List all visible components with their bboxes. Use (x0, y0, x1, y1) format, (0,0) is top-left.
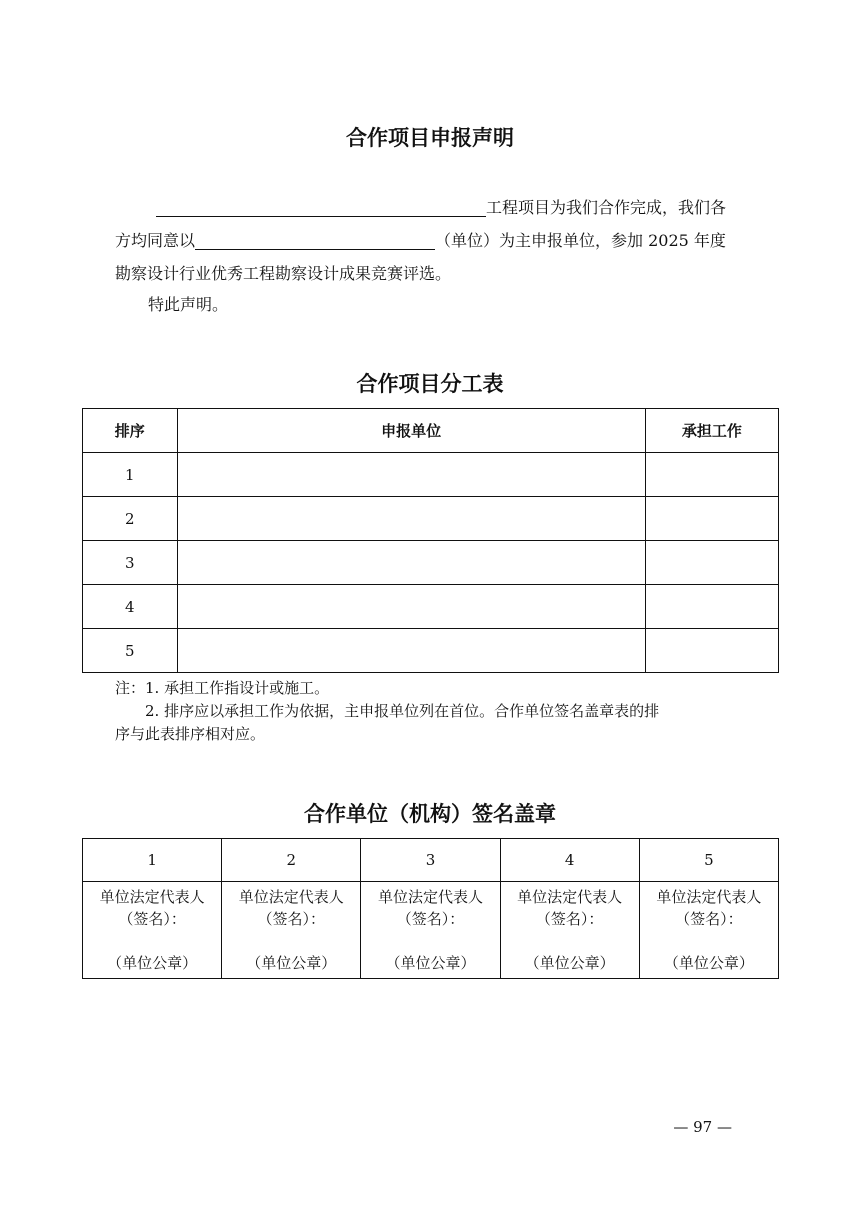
seal-label: （单位公章） (524, 954, 615, 972)
header-order: 排序 (83, 409, 178, 453)
page-number: — 97 — (673, 1118, 732, 1136)
seal-label: （单位公章） (663, 954, 754, 972)
row-unit-cell[interactable] (177, 497, 645, 541)
row-work-cell[interactable] (645, 497, 778, 541)
sign-label: （签名）： (535, 910, 604, 928)
header-work: 承担工作 (645, 409, 778, 453)
note-line-3: 序与此表排序相对应。 (115, 725, 266, 743)
declaration-line-4: 特此声明。 (148, 295, 229, 314)
rep-label: 单位法定代表人 (99, 888, 205, 906)
declaration-line-3: 勘察设计行业优秀工程勘察设计成果竞赛评选。 (115, 264, 452, 283)
sign-label: （签名）： (118, 910, 186, 928)
row-unit-cell[interactable] (177, 541, 645, 585)
seal-col-number: 4 (500, 839, 639, 882)
row-work-cell[interactable] (645, 585, 778, 629)
signature-cell[interactable] (83, 882, 222, 979)
declaration-title: 合作项目申报声明 (346, 126, 514, 150)
rep-label: 单位法定代表人 (238, 888, 344, 906)
seal-table-title: 合作单位（机构）签名盖章 (304, 802, 556, 826)
note-line-2: 2. 排序应以承担工作为依据，主申报单位列在首位。合作单位签名盖章表的排 (145, 702, 660, 720)
rep-label: 单位法定代表人 (377, 888, 483, 906)
row-order: 2 (83, 497, 178, 541)
row-order: 3 (83, 541, 178, 585)
sign-label: （签名）： (675, 910, 743, 928)
table-row (83, 585, 779, 629)
signature-cell[interactable] (361, 882, 500, 979)
row-unit-cell[interactable] (177, 453, 645, 497)
seal-label: （单位公章） (385, 954, 476, 972)
note-line-1: 注：1. 承担工作指设计或施工。 (115, 679, 330, 697)
table-header-row (83, 409, 779, 453)
division-table (82, 408, 779, 673)
seal-number-row (83, 839, 779, 882)
seal-label: （单位公章） (107, 954, 198, 972)
row-order: 4 (83, 585, 178, 629)
main-unit-blank[interactable] (195, 229, 435, 250)
row-work-cell[interactable] (645, 629, 778, 673)
declaration-line-1: 工程项目为我们合作完成，我们各 (156, 191, 726, 224)
signature-cell[interactable] (500, 882, 639, 979)
sign-label: （签名）： (257, 910, 326, 928)
seal-col-number: 2 (222, 839, 361, 882)
seal-col-number: 5 (639, 839, 778, 882)
header-unit: 申报单位 (177, 409, 645, 453)
table-row (83, 497, 779, 541)
division-table-title: 合作项目分工表 (356, 372, 504, 396)
rep-label: 单位法定代表人 (656, 888, 762, 906)
row-unit-cell[interactable] (177, 585, 645, 629)
row-order: 5 (83, 629, 178, 673)
rep-label: 单位法定代表人 (517, 888, 623, 906)
table-row (83, 629, 779, 673)
signature-cell[interactable] (222, 882, 361, 979)
declaration-line-2: 方均同意以 （单位）为主申报单位，参加 2025 年度 (115, 231, 726, 250)
seal-col-number: 1 (83, 839, 222, 882)
table-row (83, 541, 779, 585)
row-unit-cell[interactable] (177, 629, 645, 673)
table-row (83, 453, 779, 497)
seal-signature-row (83, 882, 779, 979)
signature-cell[interactable] (639, 882, 778, 979)
sign-label: （签名）： (396, 910, 465, 928)
project-name-blank[interactable] (156, 196, 486, 217)
row-order: 1 (83, 453, 178, 497)
seal-label: （单位公章） (246, 954, 337, 972)
row-work-cell[interactable] (645, 453, 778, 497)
row-work-cell[interactable] (645, 541, 778, 585)
seal-col-number: 3 (361, 839, 500, 882)
seal-table (82, 838, 779, 979)
